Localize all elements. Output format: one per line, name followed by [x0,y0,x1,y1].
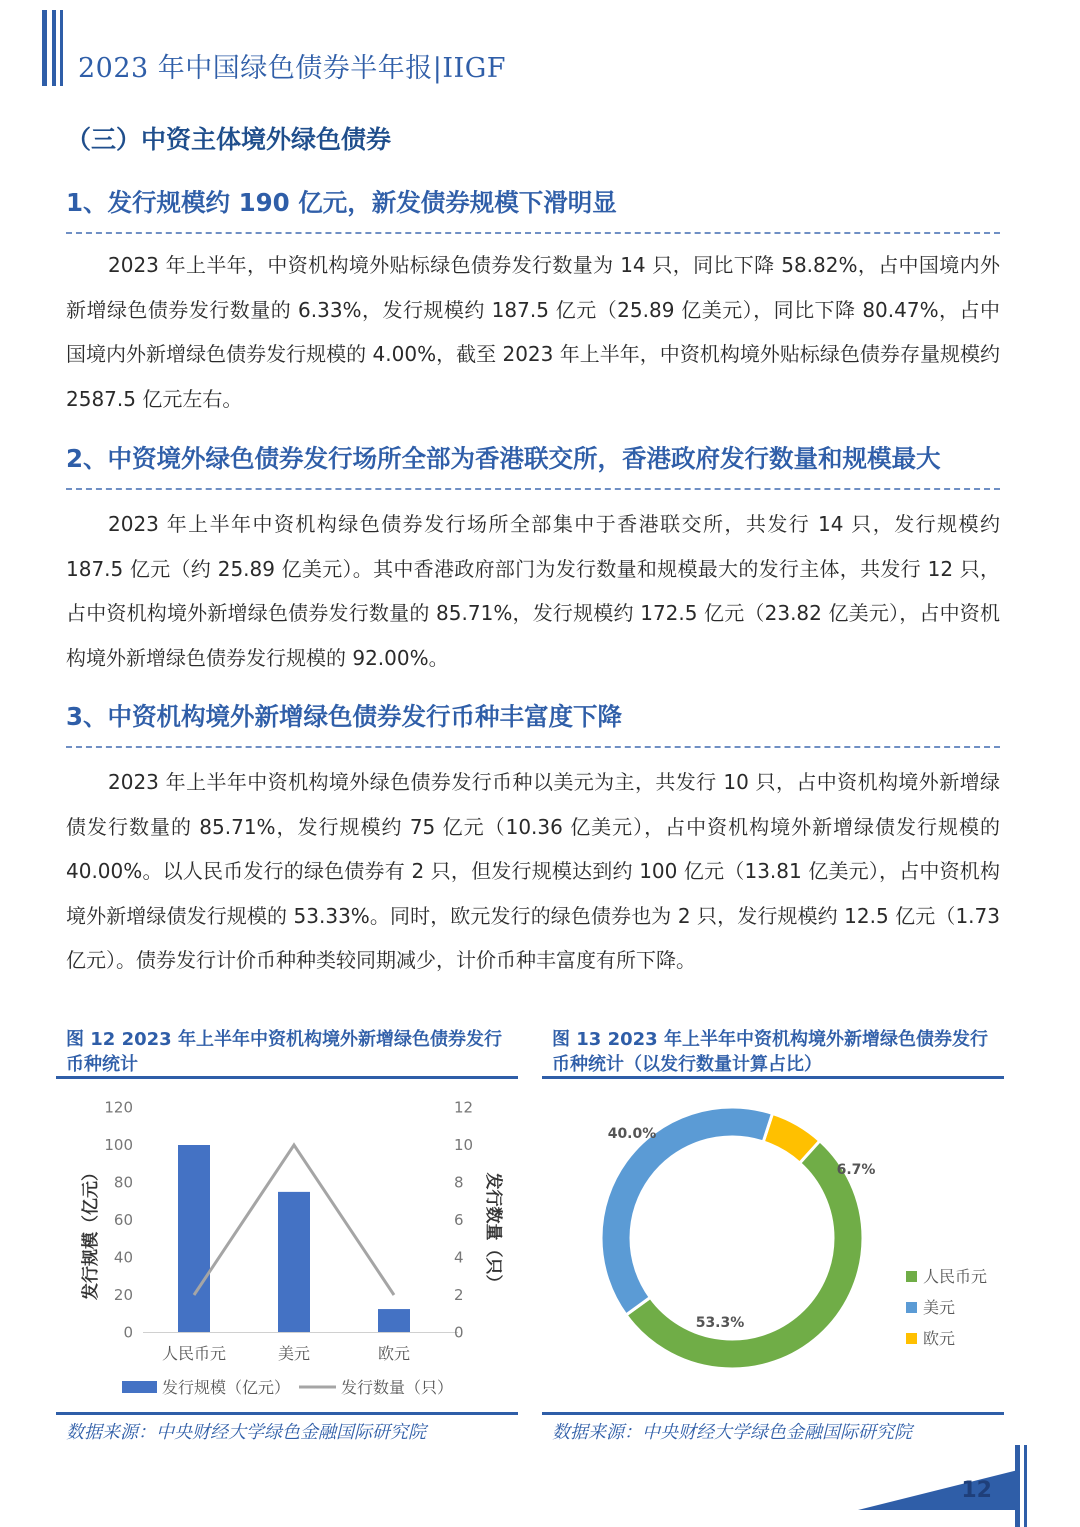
subsection-2-body: 2023 年上半年中资机构绿色债券发行场所全部集中于香港联交所，共发行 14 只，发行规模约 187.5 亿元（约 25.89 亿美元）。其中香港政府部门为发行数量和规模最大的发行主体，共发行 12 只，占中资机构境外新增绿色债券发行数量的 85.71%，发行规模约 172.5 亿元（23.82 亿美元），占中资机构境外新增绿色债券发行规模的 92.00%。 [66,512,1000,670]
y-tick-right-10: 10 [454,1136,474,1154]
y-tick-left-100: 100 [104,1136,133,1154]
y-tick-right-0: 0 [454,1323,464,1342]
divider-1 [66,232,1000,234]
figure-13-caption: 图 13 2023 年上半年中资机构境外新增绿色债券发行币种统计（以发行数量计算占比） [552,1029,988,1075]
header-bar-3 [60,10,63,86]
bar-3 [378,1309,410,1332]
footer-wedge [858,1470,1018,1510]
legend-swatch-1 [906,1271,917,1282]
y-axis-title-right: 发行数量（只） [483,1172,503,1292]
legend-label-1: 人民币元 [923,1267,988,1286]
x-tick-2: 美元 [277,1344,311,1363]
y-tick-left-80: 80 [113,1173,133,1192]
y-tick-right-6: 6 [454,1211,464,1229]
y-tick-left-120: 120 [104,1098,133,1117]
page-number: 12 [961,1478,992,1503]
subsection-1-title: 1、发行规模约 190 亿元，新发债券规模下滑明显 [66,188,617,217]
y-tick-right-8: 8 [454,1173,464,1192]
header-bar-2 [52,10,56,86]
subsection-3-title: 3、中资机构境外新增绿色债券发行币种丰富度下降 [66,702,623,731]
footer-bar-1 [1015,1445,1020,1527]
y-tick-right-4: 4 [454,1248,464,1267]
x-tick-1: 人民币元 [161,1344,227,1363]
y-tick-left-20: 20 [113,1286,133,1304]
subsection-3-body: 2023 年上半年中资机构境外绿色债券发行币种以美元为主，共发行 10 只，占中资机构境外新增绿债发行数量的 85.71%，发行规模约 75 亿元（10.36 亿美元），占中资机构境外新增绿债发行规模的 40.00%。以人民币发行的绿色债券有 2 只，但发行规模达到约 100 亿元（13.81 亿美元），占中资机构境外新增绿债发行规模的 53.33%。同时，欧元发行的绿色债券也为 2 只，发行规模约 12.5 亿元（1.73 亿元）。债券发行计价币种种类较同期减少，计价币种丰富度有所下降。 [66,770,1000,972]
donut-slice-1 [626,1141,863,1369]
legend-swatch-3 [906,1333,917,1344]
divider-2 [66,488,1000,490]
figure-12-chart [56,1086,518,1410]
y-tick-left-0: 0 [123,1323,133,1342]
figure-13-top-rule [542,1076,1004,1079]
y-tick-right-12: 12 [454,1098,474,1117]
legend-swatch-scale [122,1381,157,1393]
figure-13-chart [542,1086,1004,1410]
figure-13-source: 数据来源：中央财经大学绿色金融国际研究院 [552,1422,912,1443]
figure-13-bottom-rule [542,1412,1004,1415]
y-axis-title-left: 发行规模（亿元） [81,1164,101,1300]
figure-12-source: 数据来源：中央财经大学绿色金融国际研究院 [66,1422,426,1443]
figure-12-top-rule [56,1076,518,1079]
legend-label-scale: 发行规模（亿元） [162,1378,291,1397]
bar-1 [178,1145,210,1333]
legend-label-count: 发行数量（只） [341,1378,454,1397]
header-bar-1 [42,10,47,86]
y-tick-left-40: 40 [113,1248,133,1267]
section-heading: （三）中资主体境外绿色债券 [66,125,392,154]
divider-3 [66,746,1000,748]
figure-12-bottom-rule [56,1412,518,1415]
legend-swatch-2 [906,1302,917,1313]
footer-bar-2 [1024,1445,1027,1527]
y-tick-left-60: 60 [113,1211,133,1229]
header-title: 2023 年中国绿色债券半年报|IIGF [78,53,507,84]
figure-12-caption: 图 12 2023 年上半年中资机构境外新增绿色债券发行币种统计 [66,1029,502,1075]
y-tick-right-2: 2 [454,1286,464,1304]
legend-label-2: 美元 [923,1298,956,1317]
x-tick-3: 欧元 [377,1344,411,1363]
legend-label-3: 欧元 [923,1329,956,1348]
subsection-2-title: 2、中资境外绿色债券发行场所全部为香港联交所，香港政府发行数量和规模最大 [66,444,941,473]
donut-label-3: 6.7% [836,1162,876,1178]
subsection-1-body: 2023 年上半年，中资机构境外贴标绿色债券发行数量为 14 只，同比下降 58.82%，占中国境内外新增绿色债券发行数量的 6.33%，发行规模约 187.5 亿元（25.89 亿美元），同比下降 80.47%，占中国境内外新增绿色债券发行规模的 4.00%，截至 2023 年上半年，中资机构境外贴标绿色债券存量规模约 2587.5 亿元左右。 [66,253,1000,411]
donut-label-2: 40.0% [607,1126,657,1142]
donut-label-1: 53.3% [695,1315,745,1331]
bar-2 [278,1192,310,1333]
